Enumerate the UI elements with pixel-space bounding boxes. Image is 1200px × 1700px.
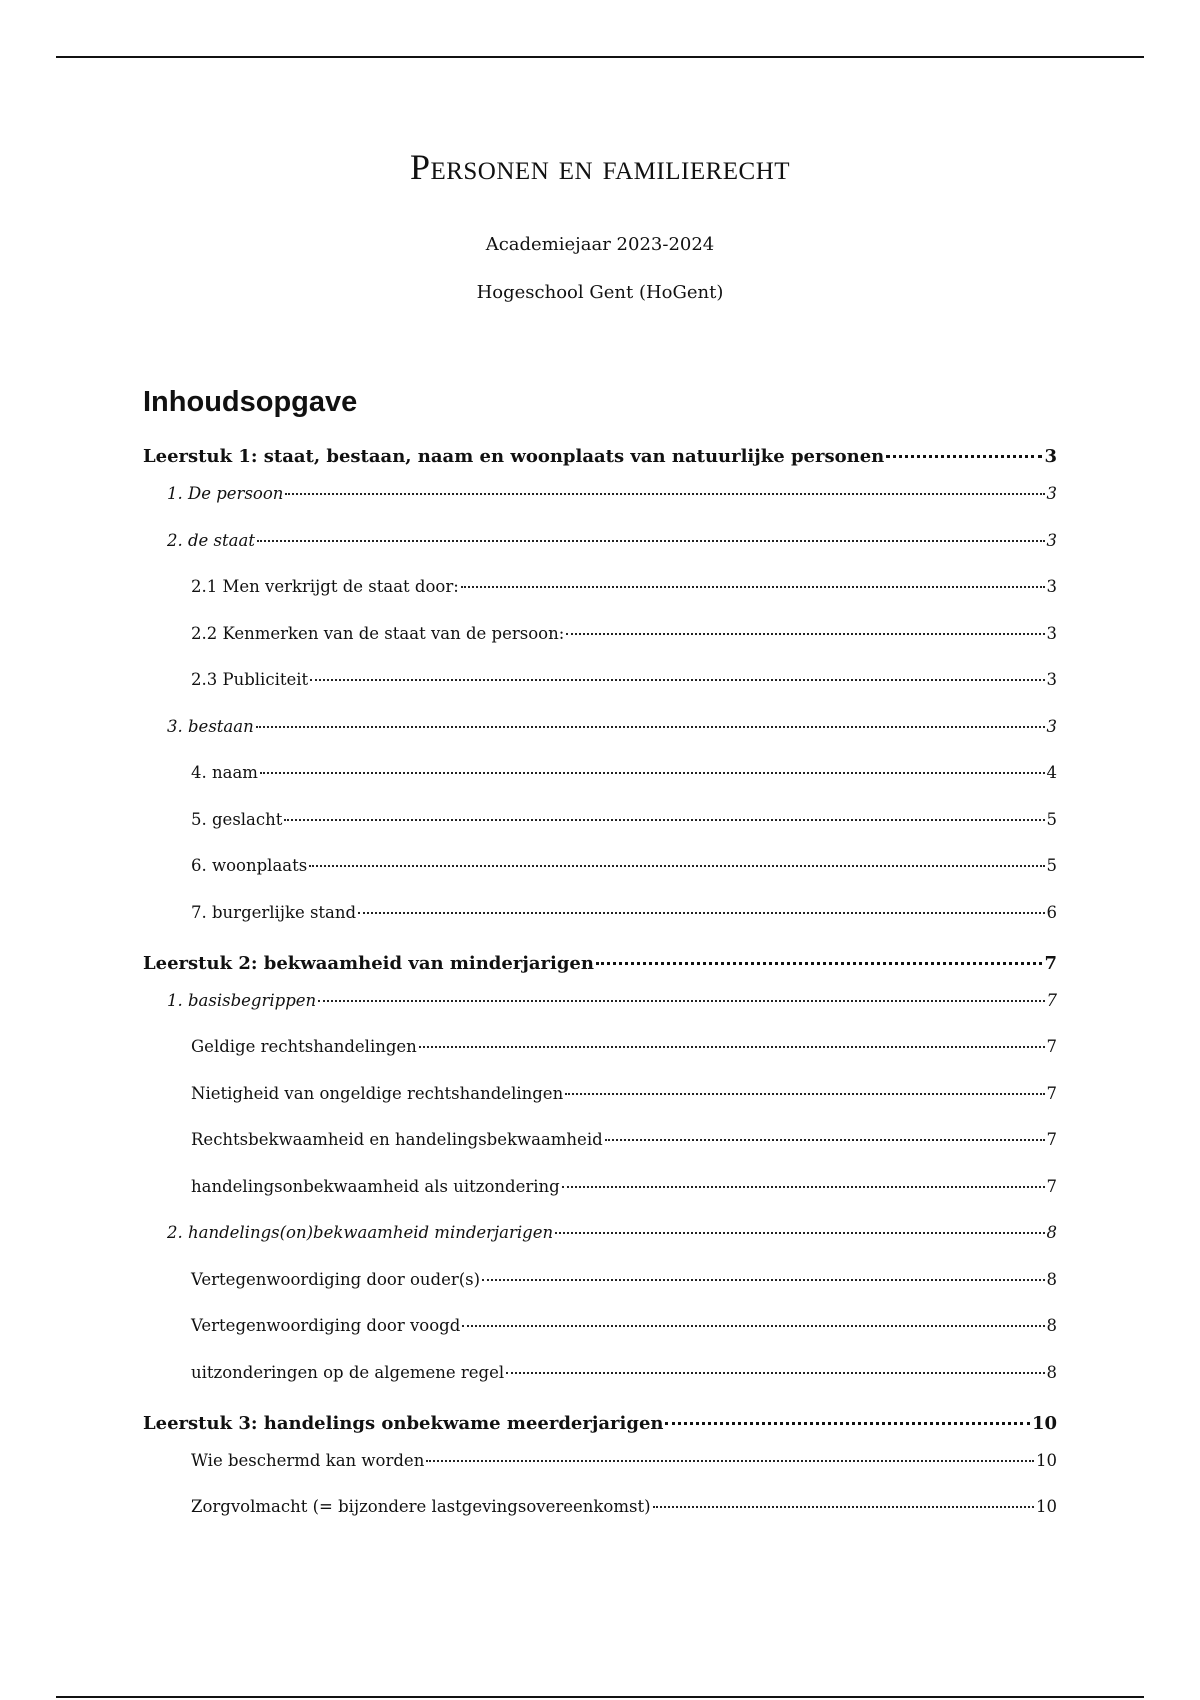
toc-entry-page: 7 [1046,990,1057,1010]
toc-entry[interactable] [143,1130,1057,1149]
toc-entry[interactable] [143,531,1057,550]
toc-entry-page: 6 [1046,902,1057,922]
toc-entry-page: 5 [1046,856,1057,875]
toc-leader-dots [482,1279,1044,1281]
toc-entry[interactable] [143,1177,1057,1196]
school-name: Hogeschool Gent (HoGent) [476,282,724,303]
toc-entry-title: Vertegenwoordiging door voogd [191,1316,461,1335]
toc-entry[interactable] [143,670,1057,689]
toc-entry-page: 7 [1046,1083,1057,1103]
toc-entry[interactable] [143,624,1057,643]
toc-leader-dots [596,962,1043,965]
toc-entry-page: 5 [1046,809,1057,829]
toc-leader-dots [257,540,1045,542]
toc-entry[interactable] [143,953,1057,974]
toc-leader-dots [260,772,1045,774]
toc-entry-title: uitzonderingen op de algemene regel [191,1362,505,1382]
toc-heading: Inhoudsopgave [143,386,358,418]
toc-entry[interactable] [143,577,1057,596]
toc-leader-dots [256,726,1045,728]
toc-leader-dots [555,1232,1044,1234]
toc-entry-page: 10 [1036,1450,1057,1470]
toc-entry[interactable] [143,1037,1057,1056]
toc-entry-title: 2.2 Kenmerken van de staat van de persoon: [191,623,565,643]
toc-entry[interactable] [143,763,1057,782]
toc-leader-dots [419,1046,1045,1048]
toc-entry[interactable] [143,484,1057,503]
toc-entry-title: 1. De persoon [167,484,284,503]
toc-entry-page: 4 [1046,763,1057,782]
top-rule [56,56,1144,58]
toc-entry-title: 6. woonplaats [191,856,308,875]
toc-entry-page: 7 [1046,1176,1057,1196]
toc-entry-title: 4. naam [191,763,258,782]
toc-entry-page: 10 [1031,1412,1057,1434]
toc-entry[interactable] [143,446,1057,467]
toc-entry-page: 3 [1046,623,1057,643]
toc-entry-title: 1. basisbegrippen [167,990,317,1010]
toc-leader-dots [605,1139,1045,1141]
toc-entry-page: 3 [1046,484,1057,503]
toc-entry-page: 8 [1046,1223,1057,1242]
toc-leader-dots [565,1093,1044,1095]
toc-entry[interactable] [143,1413,1057,1434]
toc-entry[interactable] [143,1316,1057,1335]
toc-entry-title: 2.3 Publiciteit [191,670,309,689]
toc-entry[interactable] [143,1497,1057,1516]
toc-entry-page: 3 [1046,670,1057,689]
toc-leader-dots [566,633,1044,635]
toc-entry[interactable] [143,1223,1057,1242]
toc-entry-page: 7 [1044,952,1057,974]
academic-year: Academiejaar 2023-2024 [485,234,715,255]
toc-entry-title: Leerstuk 1: staat, bestaan, naam en woonplaats van natuurlijke personen [143,446,885,467]
bottom-rule [56,1696,1144,1698]
toc-entry[interactable] [143,1270,1057,1289]
toc-entry[interactable] [143,1084,1057,1103]
toc-entry-title: 7. burgerlijke stand [191,902,357,922]
toc-entry-page: 8 [1046,1269,1057,1289]
toc-entry-title: 2. handelings(on)bekwaamheid minderjarigen [167,1223,554,1242]
toc-entry-page: 3 [1046,716,1057,736]
toc-leader-dots [653,1506,1034,1508]
toc-entry-title: Zorgvolmacht (= bijzondere lastgevingsovereenkomst) [191,1497,651,1516]
toc-entry-title: Geldige rechtshandelingen [191,1037,417,1056]
toc-entry[interactable] [143,856,1057,875]
document-title: Personen en familierecht [409,147,791,187]
toc-leader-dots [318,1000,1044,1002]
toc-leader-dots [284,819,1044,821]
toc-entry-title: Leerstuk 3: handelings onbekwame meerderjarigen [143,1412,664,1434]
toc-entry-title: 2. de staat [167,530,255,550]
toc-entry[interactable] [143,1363,1057,1382]
toc-entry[interactable] [143,717,1057,736]
toc-entry-title: handelingsonbekwaamheid als uitzondering [191,1176,560,1196]
toc-entry[interactable] [143,991,1057,1010]
toc-leader-dots [665,1422,1029,1425]
toc-entry-title: Nietigheid van ongeldige rechtshandelingen [191,1083,564,1103]
toc-entry-page: 8 [1046,1316,1057,1335]
toc-entry-title: Rechtsbekwaamheid en handelingsbekwaamheid [191,1130,603,1149]
toc-leader-dots [310,679,1044,681]
toc-leader-dots [886,455,1042,458]
toc-entry[interactable] [143,903,1057,922]
toc-leader-dots [358,912,1044,914]
toc-entry-page: 7 [1046,1037,1057,1056]
toc-leader-dots [562,1186,1045,1188]
toc-entry-page: 3 [1044,446,1057,467]
toc-entry-page: 7 [1046,1130,1057,1149]
toc-leader-dots [506,1372,1044,1374]
toc-entry-title: 5. geslacht [191,809,283,829]
toc-leader-dots [285,493,1044,495]
toc-entry-page: 10 [1036,1497,1057,1516]
toc-leader-dots [462,1325,1044,1327]
toc-entry[interactable] [143,810,1057,829]
toc-entry[interactable] [143,1451,1057,1470]
toc-entry-title: Wie beschermd kan worden [191,1450,425,1470]
toc-entry-page: 3 [1046,577,1057,596]
toc-entry-title: 2.1 Men verkrijgt de staat door: [191,577,459,596]
toc-entry-page: 3 [1046,530,1057,550]
toc-entry-title: 3. bestaan [167,716,254,736]
toc-leader-dots [461,586,1045,588]
toc-leader-dots [309,865,1044,867]
toc-entry-title: Leerstuk 2: bekwaamheid van minderjarigen [143,952,594,974]
toc-leader-dots [426,1460,1034,1462]
toc-entry-title: Vertegenwoordiging door ouder(s) [191,1269,481,1289]
toc-entry-page: 8 [1046,1362,1057,1382]
